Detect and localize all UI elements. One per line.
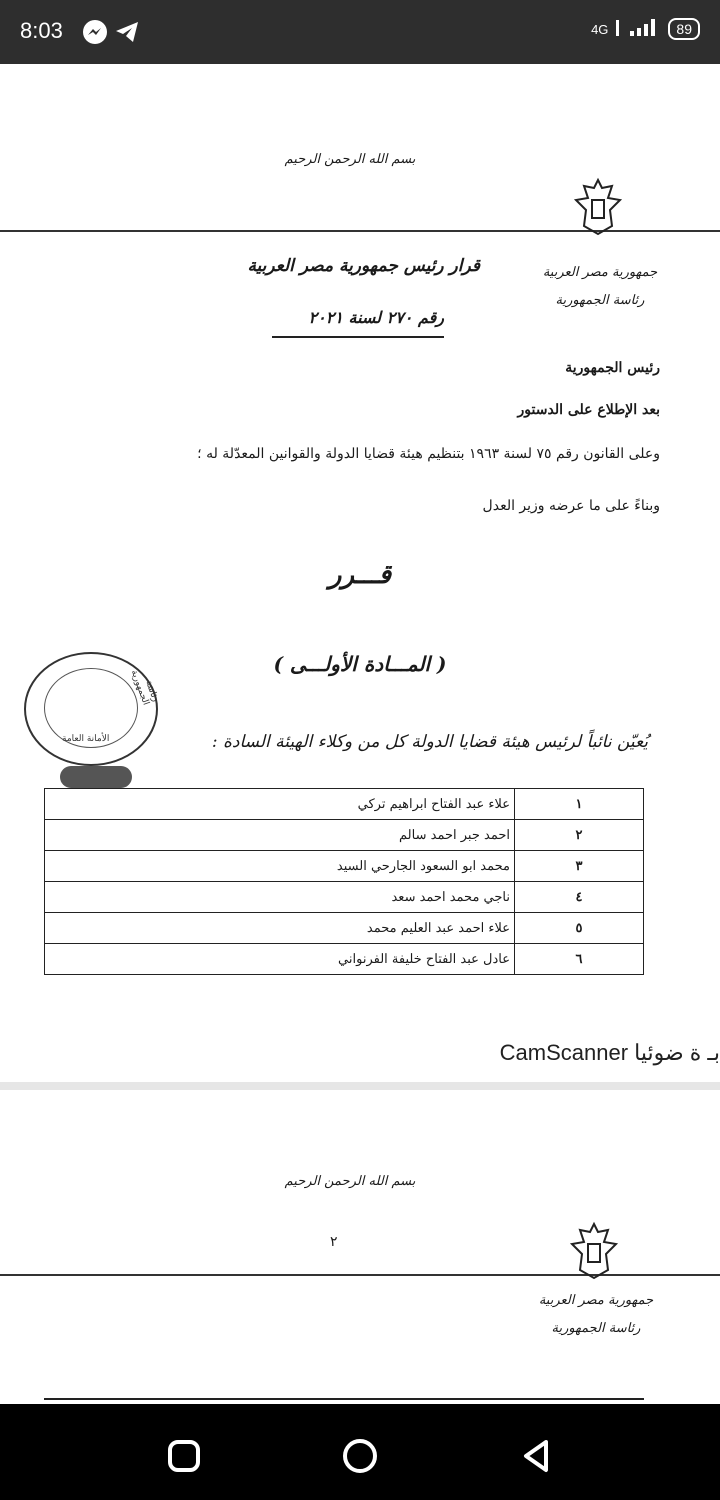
table-row <box>45 789 644 820</box>
telegram-icon <box>114 19 140 49</box>
stamp-text-bottom: الأمانة العامة <box>62 734 110 744</box>
navigation-bar <box>0 1404 720 1500</box>
decree-title: قرار رئيس جمهورية مصر العربية <box>247 256 480 276</box>
official-stamp <box>24 652 161 766</box>
home-button[interactable] <box>342 1438 378 1474</box>
basmala-page-2: بسم الله الرحمن الرحيم <box>284 1174 416 1189</box>
row-number: ٣ <box>515 851 644 882</box>
row-name: ناجي محمد احمد سعد <box>45 882 515 913</box>
decided-heading: قـــرر <box>328 560 392 590</box>
article-heading: ( المـــادة الأولـــى ) <box>273 652 447 676</box>
constitution-line: بعد الإطلاع على الدستور <box>517 402 660 418</box>
page-number: ٢ <box>330 1234 338 1250</box>
battery-icon: 89 <box>668 18 700 40</box>
network-label: 4G <box>591 21 609 37</box>
status-time: 8:03 <box>20 18 63 43</box>
eagle-emblem-icon <box>568 1220 620 1282</box>
row-number: ٦ <box>515 944 644 975</box>
row-name: عادل عبد الفتاح خليفة الفرنواني <box>45 944 515 975</box>
row-name: محمد ابو السعود الجارحي السيد <box>45 851 515 882</box>
row-number: ٥ <box>515 913 644 944</box>
stamp-text-top: رئاسة الجمهورية <box>128 668 161 707</box>
document-viewer[interactable] <box>0 64 720 1404</box>
table-top-edge <box>44 1398 644 1400</box>
table-row <box>45 944 644 975</box>
stamp-mark <box>60 766 132 788</box>
emblem-line-1: جمهورية مصر العربية <box>542 265 658 280</box>
document-page-1 <box>0 64 720 1084</box>
emblem-line-2: رئاسة الجمهورية <box>555 293 645 308</box>
messenger-icon <box>82 19 108 49</box>
row-number: ٤ <box>515 882 644 913</box>
table-row <box>45 882 644 913</box>
decree-number-underline <box>272 336 444 338</box>
row-name: احمد جبر احمد سالم <box>45 820 515 851</box>
row-name: علاء عبد الفتاح ابراهيم تركي <box>45 789 515 820</box>
row-name: علاء احمد عبد العليم محمد <box>45 913 515 944</box>
minister-line: وبناءً على ما عرضه وزير العدل <box>482 498 660 514</box>
president-line: رئيس الجمهورية <box>565 360 660 376</box>
eagle-emblem-icon <box>572 176 624 238</box>
document-page-2 <box>0 1090 720 1404</box>
row-number: ٢ <box>515 820 644 851</box>
table-row <box>45 820 644 851</box>
law-line: وعلى القانون رقم ٧٥ لسنة ١٩٦٣ بتنظيم هيئة قضايا الدولة والقوانين المعدّلة له ؛ <box>197 446 660 462</box>
row-number: ١ <box>515 789 644 820</box>
basmala: بسم الله الرحمن الرحيم <box>284 152 416 167</box>
emblem-line-2-page-2: رئاسة الجمهورية <box>551 1321 641 1336</box>
back-button[interactable] <box>518 1438 554 1474</box>
status-bar <box>0 0 720 64</box>
emblem-line-1-page-2: جمهورية مصر العربية <box>538 1293 654 1308</box>
signal-icon <box>616 16 660 42</box>
camscanner-watermark: CamScanner بـ ة ضوئيا <box>499 1040 720 1065</box>
decree-number: رقم ٢٧٠ لسنة ٢٠٢١ <box>308 308 444 327</box>
appointment-line: يُعيّن نائباً لرئيس هيئة قضايا الدولة كل من وكلاء الهيئة السادة : <box>211 732 648 752</box>
recents-button[interactable] <box>166 1438 202 1474</box>
names-table <box>44 788 644 975</box>
page-separator <box>0 1082 720 1090</box>
table-row <box>45 851 644 882</box>
table-row <box>45 913 644 944</box>
